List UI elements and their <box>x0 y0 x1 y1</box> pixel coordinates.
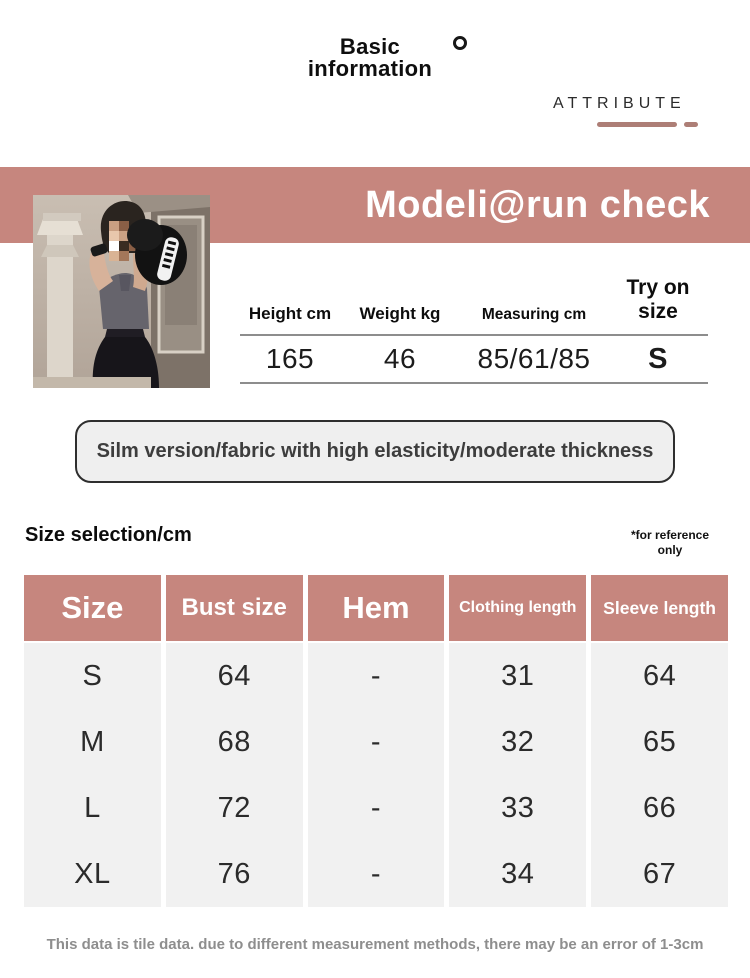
table-cell: - <box>308 643 445 709</box>
table-cell: 32 <box>449 709 586 775</box>
reference-note <box>620 528 720 558</box>
page-title-line2: information <box>307 56 433 81</box>
ring-icon <box>453 36 467 50</box>
size-table-header-sleeve-length: Sleeve length <box>591 575 728 641</box>
table-cell: S <box>24 643 161 709</box>
reference-note-line2: only <box>657 543 683 557</box>
table-cell: 31 <box>449 643 586 709</box>
measurement-value-height: 165 <box>265 343 315 374</box>
page-title-line1: Basic <box>339 34 401 59</box>
fabric-note-box: Silm version/fabric with high elasticity/moderate thickness <box>75 420 675 483</box>
table-cell: - <box>308 709 445 775</box>
model-measurements <box>240 276 708 384</box>
measurement-value-weight: 46 <box>383 343 417 374</box>
size-table-header-bust: Bust size <box>166 575 303 641</box>
measurement-header-measuring: Measuring cm <box>481 306 587 323</box>
table-cell: 72 <box>166 775 303 841</box>
table-cell: - <box>308 775 445 841</box>
measurement-header-weight: Weight kg <box>359 304 441 323</box>
table-cell: 65 <box>591 709 728 775</box>
table-cell: XL <box>24 841 161 907</box>
size-section-title: Size selection/cm <box>25 524 192 546</box>
table-cell: 33 <box>449 775 586 841</box>
size-table-header-clothing-length: Clothing length <box>449 575 586 641</box>
size-table-header-row <box>24 575 728 641</box>
measurement-header-tryonsize: Try on size <box>626 276 690 323</box>
size-table <box>24 575 728 907</box>
size-table-header-hem: Hem <box>308 575 445 641</box>
measurement-header-height: Height cm <box>248 304 332 323</box>
underline-bar <box>597 122 677 127</box>
table-cell: 34 <box>449 841 586 907</box>
table-cell: 67 <box>591 841 728 907</box>
page-title <box>260 36 480 80</box>
underline-dash <box>684 122 698 127</box>
measurement-value-measuring: 85/61/85 <box>477 343 591 374</box>
model-photo <box>33 195 210 388</box>
model-photo-graphic <box>33 195 210 388</box>
measurement-headers <box>240 276 708 334</box>
reference-note-line1: *for reference <box>630 528 710 542</box>
table-cell: 64 <box>166 643 303 709</box>
table-cell: M <box>24 709 161 775</box>
table-cell: 66 <box>591 775 728 841</box>
size-table-body <box>24 643 728 907</box>
table-cell: - <box>308 841 445 907</box>
table-cell: 68 <box>166 709 303 775</box>
attribute-underline <box>597 122 698 127</box>
banner-title: Modeli@run check <box>365 184 710 226</box>
attribute-label: ATTRIBUTE <box>553 95 686 112</box>
table-cell: 64 <box>591 643 728 709</box>
table-cell: 76 <box>166 841 303 907</box>
footer-disclaimer: This data is tile data. due to different measurement methods, there may be an error of 1-3cm <box>46 936 704 953</box>
table-cell: L <box>24 775 161 841</box>
measurement-values <box>240 334 708 384</box>
size-table-header-size: Size <box>24 575 161 641</box>
measurement-value-tryonsize: S <box>648 342 668 375</box>
